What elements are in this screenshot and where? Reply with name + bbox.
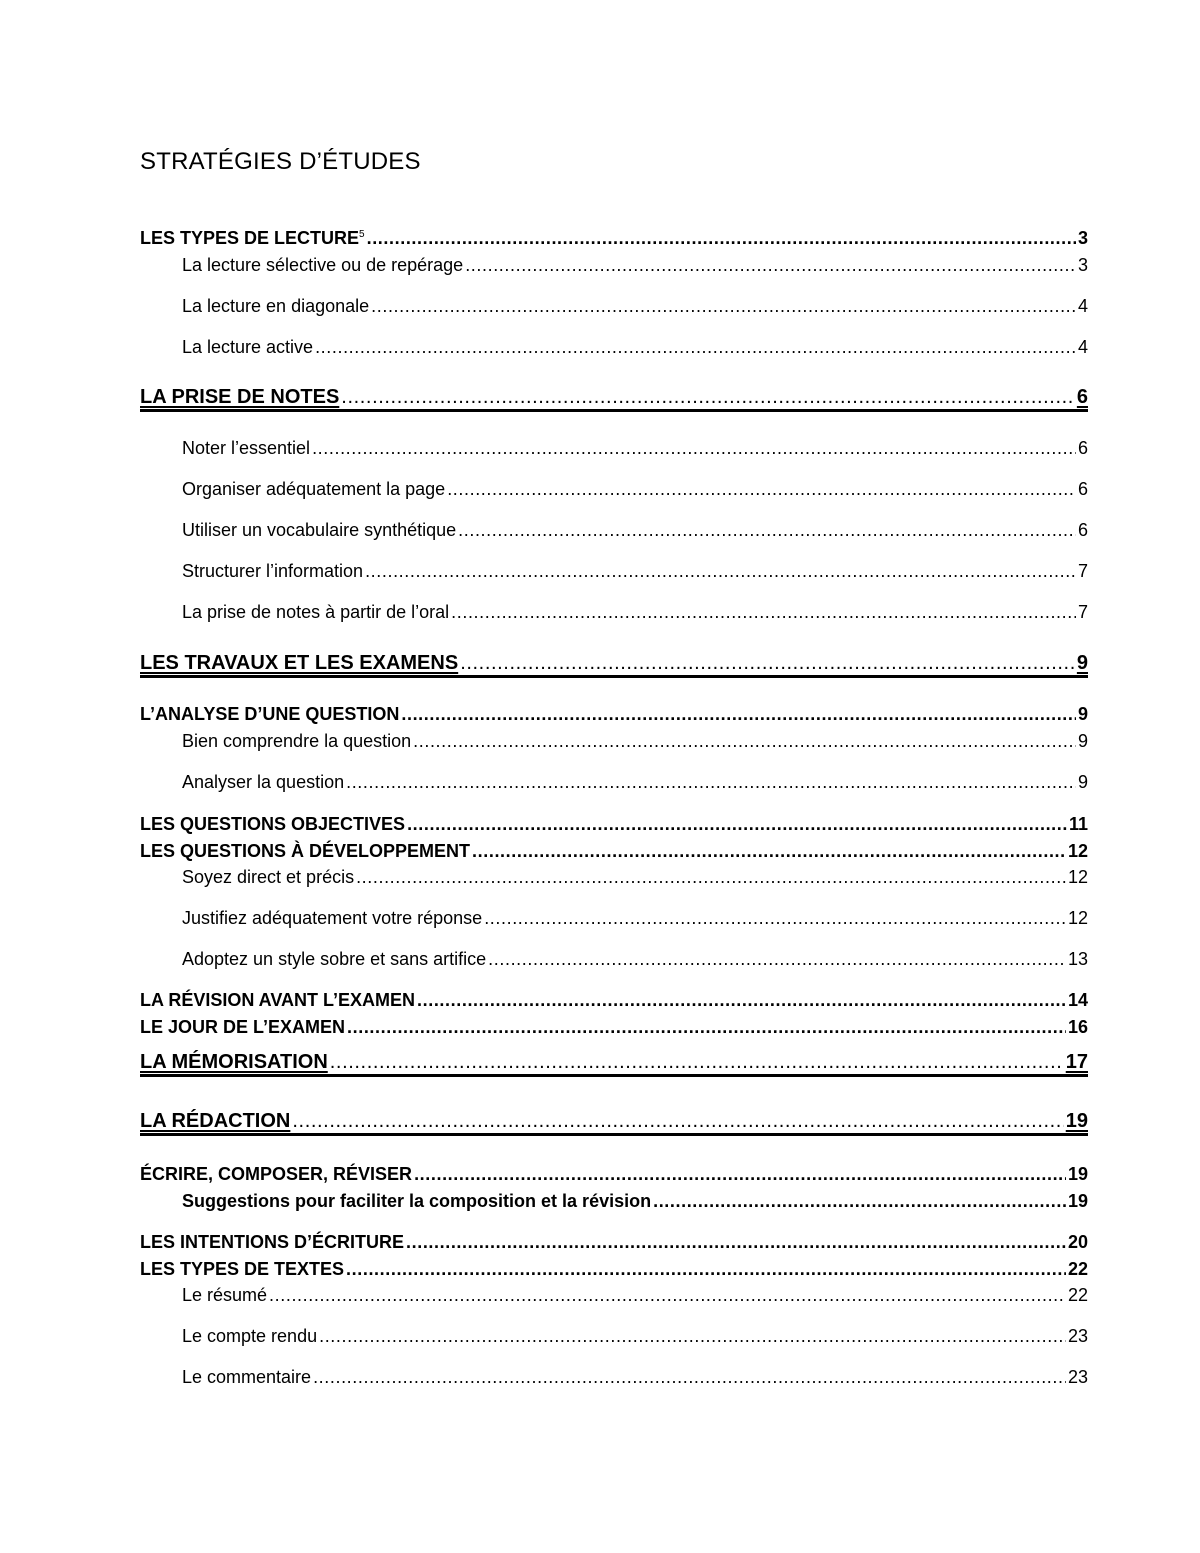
toc-entry[interactable]	[140, 731, 1088, 752]
toc-entry[interactable]	[140, 1051, 1088, 1077]
toc-entry-page-number: 3	[1077, 255, 1088, 275]
toc-entry[interactable]	[140, 1259, 1088, 1280]
toc-entry-page-number: 17	[1065, 1051, 1088, 1073]
toc-entry-page-number: 11	[1068, 814, 1088, 834]
toc-entry-page-number: 19	[1067, 1164, 1088, 1184]
toc-entry-label: LES TYPES DE LECTURE$^5$	[140, 228, 365, 248]
toc-entry-label: LA RÉVISION AVANT L’EXAMEN	[140, 990, 416, 1010]
toc-entry[interactable]	[140, 704, 1088, 725]
toc-entry[interactable]	[140, 520, 1088, 541]
toc-entry-page-number: 20	[1067, 1232, 1088, 1252]
dot-leader	[292, 1110, 1063, 1133]
toc-entry-page-number: 6	[1077, 479, 1088, 499]
dot-leader	[269, 1285, 1066, 1306]
toc-entry-page-number: 6	[1077, 438, 1088, 458]
toc-entry[interactable]	[140, 908, 1088, 929]
toc-entry-page-number: 6	[1077, 520, 1088, 540]
dot-leader	[367, 228, 1076, 249]
toc-entry-page-number: 6	[1076, 386, 1088, 408]
toc-entry-label: LE JOUR DE L’EXAMEN	[140, 1017, 346, 1037]
toc-entry-page-number: 16	[1067, 1017, 1088, 1037]
toc-entry-label: La lecture en diagonale	[182, 296, 370, 316]
toc-entry[interactable]	[140, 1232, 1088, 1253]
toc-entry-label: LES INTENTIONS D’ÉCRITURE	[140, 1232, 405, 1252]
toc-entry-page-number: 4	[1077, 337, 1088, 357]
toc-entry-page-number: 12	[1067, 908, 1088, 928]
toc-entry-label: Organiser adéquatement la page	[182, 479, 446, 499]
toc-entry[interactable]	[140, 652, 1088, 678]
dot-leader	[319, 1326, 1066, 1347]
toc-entry[interactable]	[140, 296, 1088, 317]
toc-entry[interactable]	[140, 1285, 1088, 1306]
toc-entry[interactable]	[140, 479, 1088, 500]
toc-entry[interactable]	[140, 1164, 1088, 1185]
footnote-marker: 5	[359, 229, 365, 240]
toc-entry-label: La lecture sélective ou de repérage	[182, 255, 464, 275]
toc-entry-page-number: 22	[1067, 1285, 1088, 1305]
dot-leader	[417, 990, 1066, 1011]
toc-entry-label: La prise de notes à partir de l’oral	[182, 602, 450, 622]
page-title: STRATÉGIES D’ÉTUDES	[140, 148, 421, 175]
toc-entry-page-number: 9	[1076, 652, 1088, 674]
dot-leader	[346, 772, 1076, 793]
dot-leader	[406, 1232, 1066, 1253]
toc-entry-label: LES QUESTIONS OBJECTIVES	[140, 814, 406, 834]
toc-entry[interactable]	[140, 602, 1088, 623]
toc-entry-page-number: 7	[1077, 561, 1088, 581]
toc-entry-page-number: 7	[1077, 602, 1088, 622]
toc-entry-page-number: 12	[1067, 867, 1088, 887]
dot-leader	[413, 731, 1076, 752]
toc-entry-label: Bien comprendre la question	[182, 731, 412, 751]
toc-entry-label: Le résumé	[182, 1285, 268, 1305]
dot-leader	[347, 1017, 1066, 1038]
toc-entry-label: Justifiez adéquatement votre réponse	[182, 908, 483, 928]
toc-entry[interactable]	[140, 1017, 1088, 1038]
toc-entry[interactable]	[140, 386, 1088, 412]
toc-entry-label: L’ANALYSE D’UNE QUESTION	[140, 704, 400, 724]
toc-entry-page-number: 14	[1067, 990, 1088, 1010]
toc-entry-page-number: 4	[1077, 296, 1088, 316]
toc-entry-page-number: 23	[1067, 1326, 1088, 1346]
dot-leader	[451, 602, 1076, 623]
dot-leader	[371, 296, 1076, 317]
toc-entry-page-number: 9	[1077, 731, 1088, 751]
toc-entry[interactable]	[140, 337, 1088, 358]
toc-entry-page-number: 23	[1067, 1367, 1088, 1387]
toc-entry[interactable]	[140, 561, 1088, 582]
toc-entry-page-number: 19	[1067, 1191, 1088, 1211]
toc-entry[interactable]	[140, 1367, 1088, 1388]
toc-entry[interactable]	[140, 1110, 1088, 1136]
toc-entry-page-number: 12	[1067, 841, 1088, 861]
toc-entry[interactable]	[140, 867, 1088, 888]
toc-entry-label: Le compte rendu	[182, 1326, 318, 1346]
toc-entry-label: Soyez direct et précis	[182, 867, 355, 887]
toc-entry-label: LES QUESTIONS À DÉVELOPPEMENT	[140, 841, 471, 861]
toc-entry-page-number: 9	[1077, 704, 1088, 724]
toc-entry-label: Adoptez un style sobre et sans artifice	[182, 949, 487, 969]
toc-entry[interactable]	[140, 228, 1088, 249]
toc-entry-label: Noter l’essentiel	[182, 438, 311, 458]
toc-entry-label: Utiliser un vocabulaire synthétique	[182, 520, 457, 540]
dot-leader	[447, 479, 1076, 500]
toc-entry-label: La lecture active	[182, 337, 314, 357]
dot-leader	[315, 337, 1076, 358]
toc-entry[interactable]	[140, 990, 1088, 1011]
toc-entry-label: Le commentaire	[182, 1367, 312, 1387]
toc-entry[interactable]	[140, 1326, 1088, 1347]
toc-entry[interactable]	[140, 438, 1088, 459]
dot-leader	[458, 520, 1076, 541]
dot-leader	[465, 255, 1076, 276]
toc-entry-label: LA MÉMORISATION	[140, 1051, 328, 1073]
dot-leader	[653, 1191, 1066, 1212]
dot-leader	[312, 438, 1076, 459]
dot-leader	[414, 1164, 1066, 1185]
dot-leader	[313, 1367, 1066, 1388]
toc-entry-label: LA RÉDACTION	[140, 1110, 291, 1132]
toc-entry-page-number: 19	[1065, 1110, 1088, 1132]
dot-leader	[460, 652, 1075, 675]
toc-entry-label: Suggestions pour faciliter la composition et la révision	[182, 1191, 652, 1211]
toc-entry-label: LES TYPES DE TEXTES	[140, 1259, 345, 1279]
toc-entry[interactable]	[140, 949, 1088, 970]
dot-leader	[407, 814, 1067, 835]
toc-entry-label: LA PRISE DE NOTES	[140, 386, 340, 408]
toc-entry[interactable]	[140, 814, 1088, 835]
dot-leader	[401, 704, 1076, 725]
dot-leader	[356, 867, 1066, 888]
dot-leader	[484, 908, 1066, 929]
toc-entry-page-number: 22	[1067, 1259, 1088, 1279]
dot-leader	[472, 841, 1066, 862]
dot-leader	[488, 949, 1066, 970]
dot-leader	[330, 1051, 1064, 1074]
toc-entry-page-number: 13	[1067, 949, 1088, 969]
toc-entry[interactable]	[140, 255, 1088, 276]
toc-entry-page-number: 9	[1077, 772, 1088, 792]
toc-entry[interactable]	[140, 841, 1088, 862]
toc-entry[interactable]	[140, 772, 1088, 793]
dot-leader	[365, 561, 1076, 582]
toc-entry-label: LES TRAVAUX ET LES EXAMENS	[140, 652, 459, 674]
toc-entry-page-number: 3	[1077, 228, 1088, 248]
toc-entry-label: Analyser la question	[182, 772, 345, 792]
toc-entry[interactable]	[140, 1191, 1088, 1212]
toc-entry-label: ÉCRIRE, COMPOSER, RÉVISER	[140, 1164, 413, 1184]
toc-entry-label: Structurer l’information	[182, 561, 364, 581]
dot-leader	[346, 1259, 1066, 1280]
dot-leader	[341, 386, 1075, 409]
